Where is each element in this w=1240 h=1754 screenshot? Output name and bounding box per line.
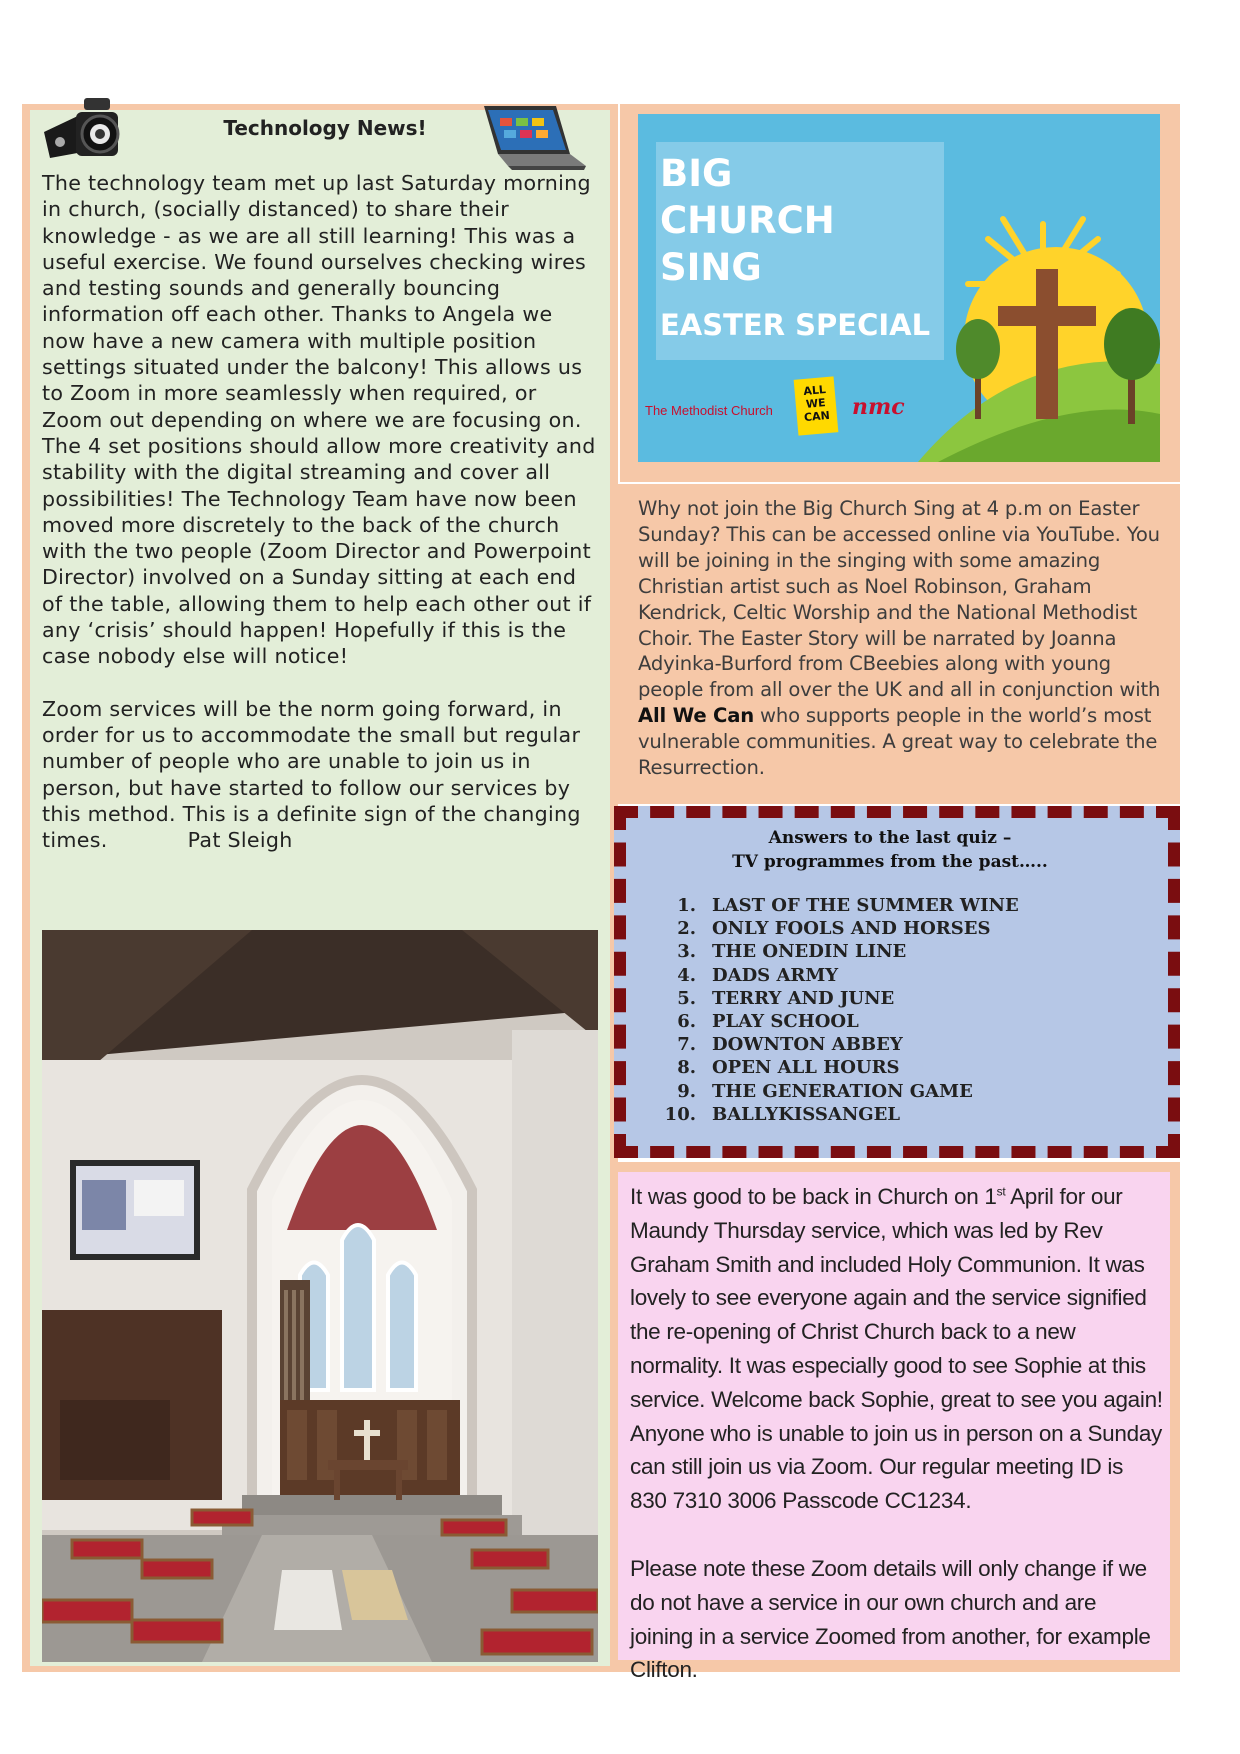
maundy-p1-start: It was good to be back in Church on 1 [630,1184,997,1209]
maundy-text [630,1180,1164,1687]
sing-text-part-2: who supports people in the world’s most vulnerable communities. A great way to celebrate the Resurrection. [638,704,1158,780]
answer-text: TERRY AND JUNE [712,987,895,1009]
poster-title [660,150,835,291]
sing-text-part-1: Why not join the Big Church Sing at 4 p.m on Easter Sunday? This can be accessed online via YouTube. You will be joining in the singing with some amazing Christian artist such as Noel Robinson, Graham Kendrick, Celtic Worship and the National Methodist Choir. The Easter Story will be narrated by Joanna Adyinka-Burford from CBeebies along with young people from all over the UK and all in conjunction with [638,497,1161,702]
tech-paragraph-2 [42,696,602,854]
answer-number: 1. [677,895,696,916]
answer-number: 3. [677,941,696,963]
ordinal-suffix: st [996,1184,1006,1199]
answer-number: 8. [677,1057,696,1079]
signature: Pat Sleigh [187,828,293,853]
list-item [656,940,1136,963]
answer-text: THE ONEDIN LINE [712,941,907,963]
answer-number: 9. [677,1080,696,1102]
answer-number: 6. [677,1011,696,1033]
answer-text: OPEN ALL HOURS [712,1057,900,1079]
methodist-church-logo: The Methodist Church [645,403,773,418]
answer-number: 10. [664,1103,696,1125]
tech-news-title: Technology News! [223,116,427,140]
answer-number: 7. [677,1034,696,1056]
list-item [656,894,1136,917]
poster-title-line-3: SING [660,246,762,289]
list-item [656,1103,1136,1126]
quiz-heading-line-1: Answers to the last quiz – [768,828,1012,848]
poster-title-line-1: BIG [660,152,733,195]
sing-text [638,496,1166,781]
list-item [656,1080,1136,1103]
maundy-paragraph-1 [630,1180,1164,1518]
answer-text: BALLYKISSANGEL [712,1103,901,1125]
all-we-can-line-2: WE [805,396,827,411]
maundy-p1-rest: April for our Maundy Thursday service, which was led by Rev Graham Smith and included Holy Communion. It was lovely to see everyone again and the service signified the re-opening of Christ Church back to a new normality. It was especially good to see Sophie at this service. Welcome back Sophie, great to see you again! Anyone who is unable to join us in person on a Sunday can still join us via Zoom. Our regular meeting ID is 830 7310 3006 Passcode CC1234. [630,1184,1163,1514]
poster-subtitle: EASTER SPECIAL [660,308,931,342]
quiz-answer-list [656,894,1136,1126]
poster-title-line-2: CHURCH [660,199,835,242]
list-item [656,1010,1136,1033]
answer-number: 2. [677,918,696,940]
answer-text: DOWNTON ABBEY [712,1034,903,1056]
answer-text: ONLY FOOLS AND HORSES [712,918,991,940]
list-item [656,964,1136,987]
all-we-can-line-1: ALL [802,383,827,399]
all-we-can-highlight: All We Can [638,704,754,728]
all-we-can-logo [794,376,839,435]
answer-number: 5. [677,987,696,1009]
tech-paragraph-2-text: Zoom services will be the norm going forward, in order for us to accommodate the small but regular number of people who are unable to join us in person, but have started to follow our services by this method. This is a definite sign of the changing times. [42,696,581,853]
list-item [656,1033,1136,1056]
tech-paragraph-1: The technology team met up last Saturday morning in church, (socially distanced) to share their knowledge - as we are all still learning! This was a useful exercise. We found ourselves checking wires and testing sounds and generally bouncing information off each other. Thanks to Angela we now have a new camera with multiple position settings situated under the balcony! This allows us to Zoom in more seamlessly when required, or Zoom out depending on where we are focusing on. The 4 set positions should allow more creativity and stability with the digital streaming and cover all possibilities! The Technology Team have now been moved more discretely to the back of the church with the two people (Zoom Director and Powerpoint Director) involved on a Sunday sitting at each end of the table, allowing them to help each other out if any ‘crisis’ should happen! Hopefully if this is the case nobody else will notice! [42,171,596,669]
answer-text: PLAY SCHOOL [712,1011,859,1033]
list-item [656,1056,1136,1079]
nmc-logo: nmc [852,394,905,420]
maundy-paragraph-2: Please note these Zoom details will only change if we do not have a service in our own church and are joining in a service Zoomed from another, for example Clifton. [630,1555,1151,1683]
list-item [656,917,1136,940]
answer-text: LAST OF THE SUMMER WINE [712,895,1019,916]
quiz-heading-line-2: TV programmes from the past….. [732,852,1048,872]
tech-news-body [42,170,602,853]
all-we-can-line-3: CAN [803,408,831,425]
camera-icon [36,92,132,166]
laptop-icon [478,104,588,170]
answer-number: 4. [677,964,696,986]
quiz-heading [640,826,1140,874]
answer-text: THE GENERATION GAME [712,1080,973,1102]
list-item [656,987,1136,1010]
church-interior-photo [42,930,598,1662]
answer-text: DADS ARMY [712,964,839,986]
